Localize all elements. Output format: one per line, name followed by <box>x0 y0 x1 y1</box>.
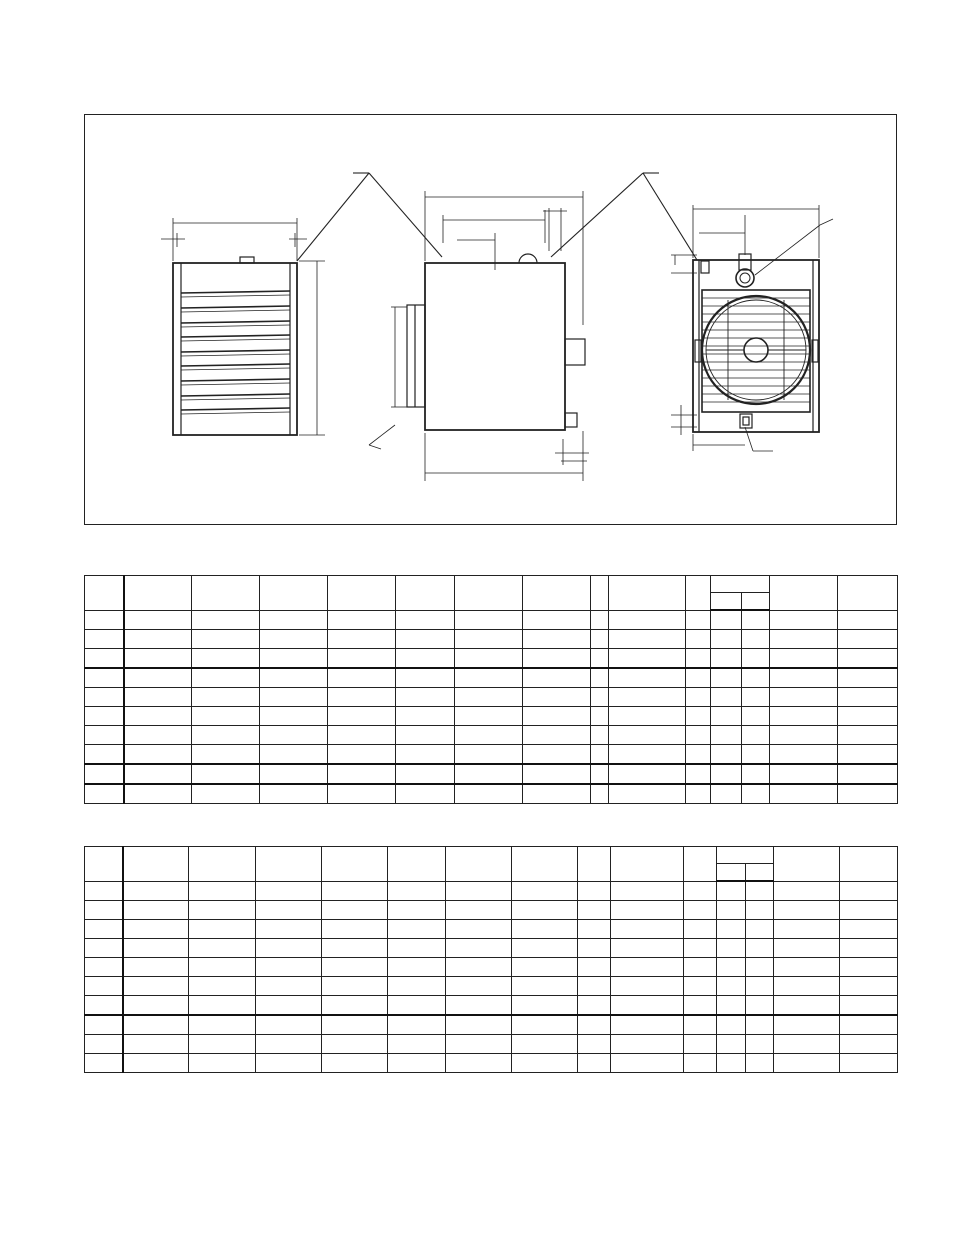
subheader-cell <box>746 864 774 882</box>
table-row <box>85 726 898 745</box>
side-view <box>161 218 325 435</box>
table-row <box>85 668 898 688</box>
dimension-table-2 <box>84 846 898 1073</box>
table-row <box>85 764 898 784</box>
subheader-cell <box>742 593 770 611</box>
rear-view <box>671 205 833 451</box>
table-row <box>85 630 898 649</box>
table-row <box>85 707 898 726</box>
table-header-row <box>85 576 898 593</box>
table-row <box>85 610 898 630</box>
table-row <box>85 881 898 901</box>
dimension-drawing <box>84 114 897 525</box>
table-row <box>85 920 898 939</box>
dimension-table-1 <box>84 575 898 804</box>
table-row <box>85 745 898 765</box>
callout-leaders <box>297 173 697 261</box>
table-row <box>85 1015 898 1035</box>
table-header-row <box>85 847 898 864</box>
table-row <box>85 939 898 958</box>
table-row <box>85 649 898 669</box>
table-row <box>85 784 898 804</box>
subheader-cell <box>717 864 746 882</box>
table-row <box>85 688 898 707</box>
front-view <box>369 191 589 481</box>
unit-heater-drawing <box>85 115 898 526</box>
group-header-cell <box>711 576 770 593</box>
table-row <box>85 901 898 920</box>
subheader-cell <box>711 593 742 611</box>
table-row <box>85 977 898 996</box>
table-row <box>85 996 898 1016</box>
table-row <box>85 958 898 977</box>
group-header-cell <box>717 847 774 864</box>
table-row <box>85 1054 898 1073</box>
table-row <box>85 1035 898 1054</box>
